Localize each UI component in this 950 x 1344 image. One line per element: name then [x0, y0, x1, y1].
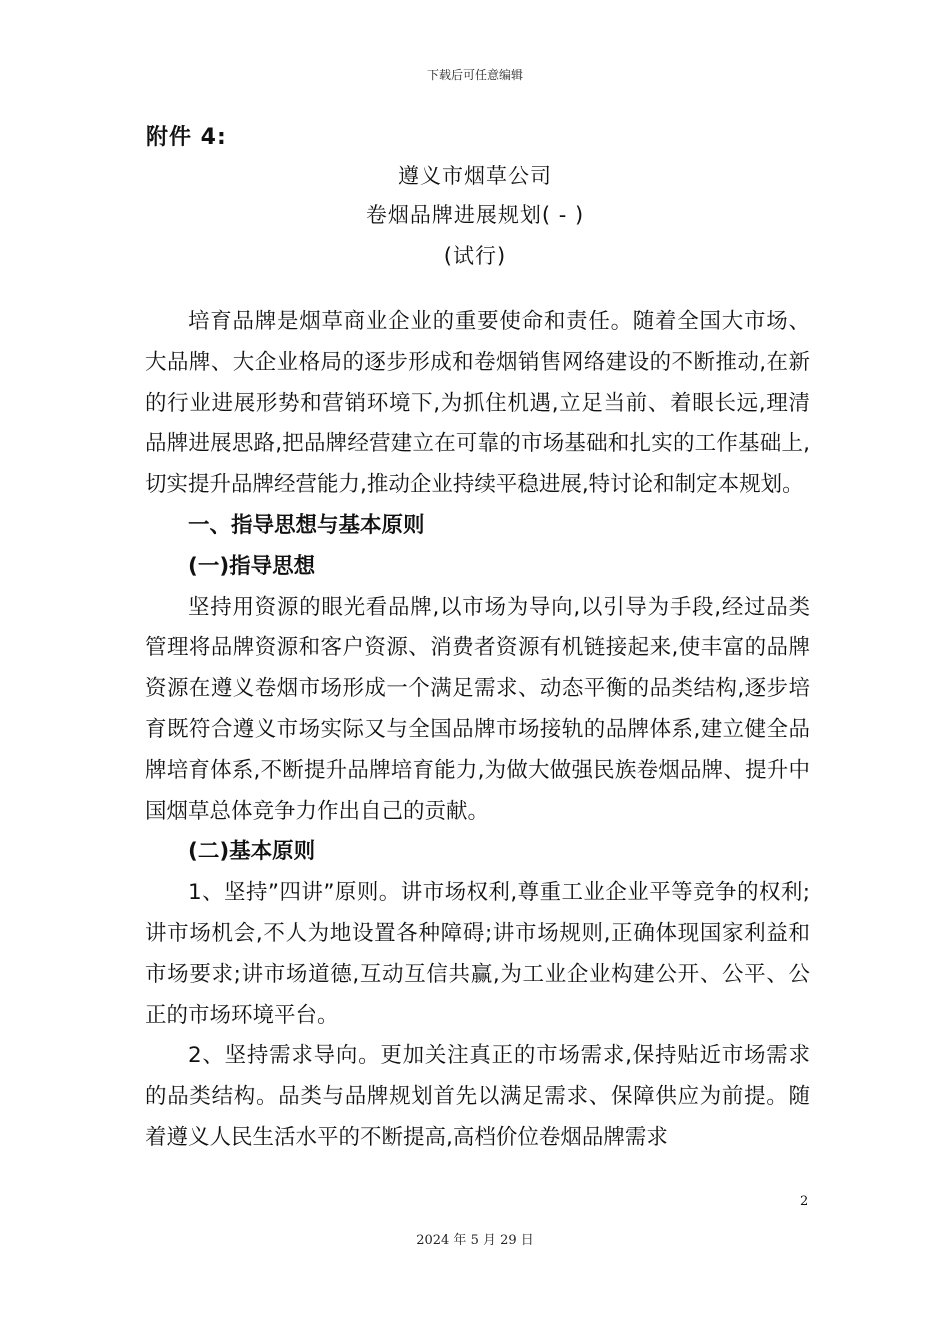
page-number: 2 [800, 1194, 809, 1209]
subsection-heading-basic-principles: (二)基本原则 [188, 839, 316, 865]
document-body [145, 302, 810, 1159]
document-title-main: 卷烟品牌进展规划( - ) [365, 203, 585, 227]
guiding-ideology-paragraph: 坚持用资源的眼光看品牌,以市场为导向,以引导为手段,经过品类管理将品牌资源和客户资源、消费者资源有机链接起来,使丰富的品牌资源在遵义卷烟市场形成一个满足需求、动态平衡的品类结构,逐步培育既符合遵义市场实际又与全国品牌市场接轨的品牌体系,建立健全品牌培育体系,不断提升品牌培育能力,为做大做强民族卷烟品牌、提升中国烟草总体竞争力作出自己的贡献。 [145, 594, 810, 824]
footer-date: 2024 年 5 月 29 日 [416, 1233, 534, 1248]
principle-2-paragraph: 2、坚持需求导向。更加关注真正的市场需求,保持贴近市场需求的品类结构。品类与品牌规划首先以满足需求、保障供应为前提。随着遵义人民生活水平的不断提高,高档价位卷烟品牌需求 [145, 1043, 810, 1150]
section-heading-guiding-principles: 一、指导思想与基本原则 [188, 512, 425, 538]
attachment-label: 附件 4: [146, 125, 227, 150]
document-title-trial: (试行) [443, 244, 507, 268]
document-title-organization: 遵义市烟草公司 [398, 164, 552, 188]
header-note: 下载后可任意编辑 [426, 68, 523, 82]
subsection-heading-guiding-ideology: (一)指导思想 [188, 553, 316, 579]
intro-paragraph: 培育品牌是烟草商业企业的重要使命和责任。随着全国大市场、大品牌、大企业格局的逐步形成和卷烟销售网络建设的不断推动,在新的行业进展形势和营销环境下,为抓住机遇,立足当前、着眼长远,理清品牌进展思路,把品牌经营建立在可靠的市场基础和扎实的工作基础上,切实提升品牌经营能力,推动企业持续平稳进展,特讨论和制定本规划。 [145, 309, 810, 498]
principle-1-paragraph: 1、坚持”四讲”原则。讲市场权利,尊重工业企业平等竞争的权利;讲市场机会,不人为地设置各种障碍;讲市场规则,正确体现国家利益和市场要求;讲市场道德,互动互信共赢,为工业企业构建公开、公平、公正的市场环境平台。 [145, 880, 810, 1028]
